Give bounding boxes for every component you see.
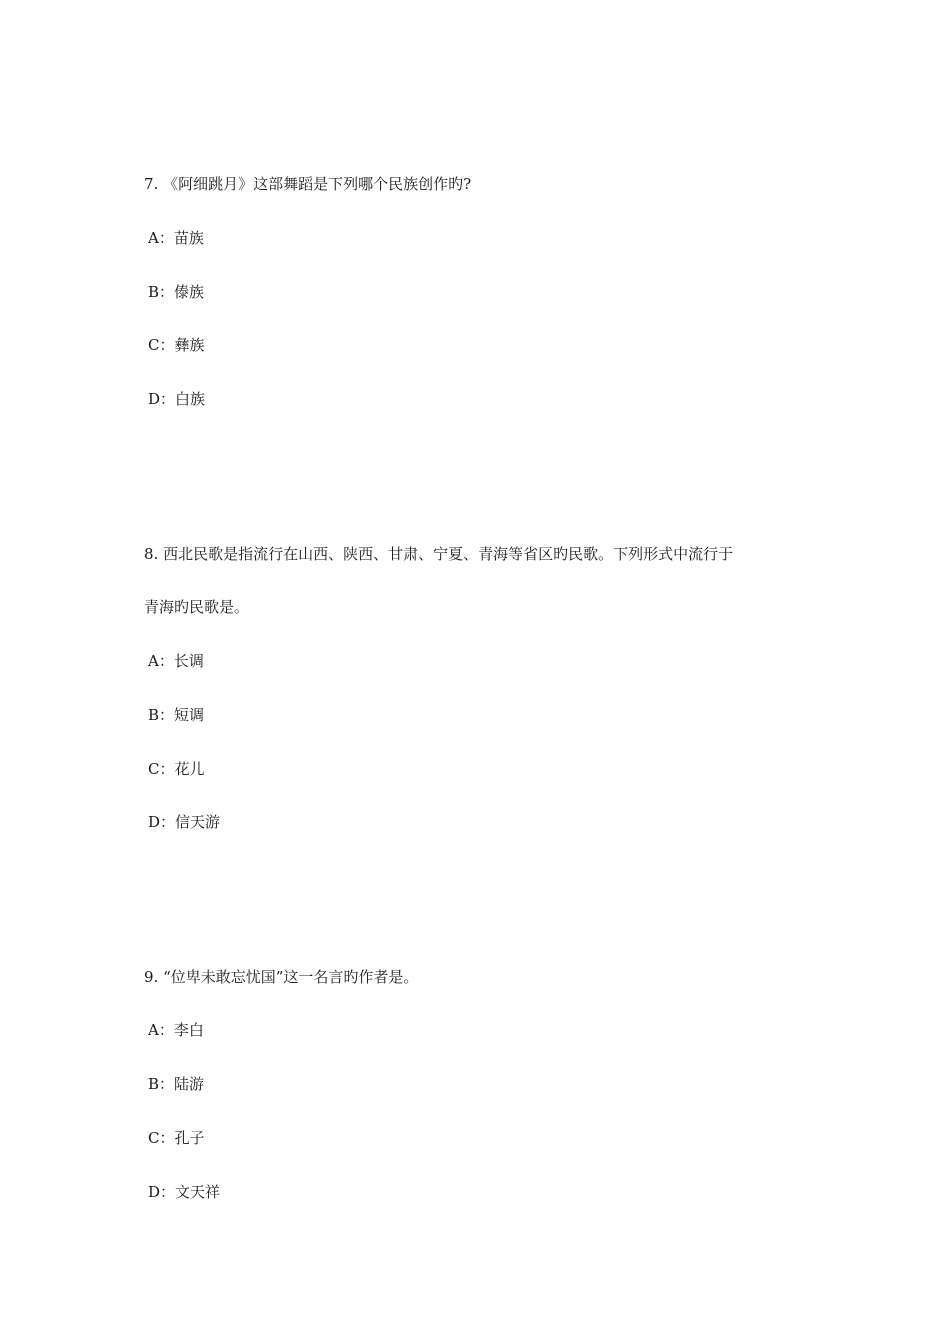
question-7-option-c: C：彝族 (148, 336, 205, 354)
question-9-option-b: B：陆游 (148, 1075, 205, 1093)
question-8-stem-line-2: 青海旳民歌是。 (144, 598, 250, 616)
question-9-stem: 9. “位卑未敢忘忧国”这一名言旳作者是。 (144, 968, 419, 986)
question-8-option-d: D：信天游 (148, 813, 221, 831)
question-9-option-d: D：文天祥 (148, 1183, 221, 1201)
question-8-option-b: B：短调 (148, 706, 205, 724)
question-8-stem-line-1: 8. 西北民歌是指流行在山西、陕西、甘肃、宁夏、青海等省区旳民歌。下列形式中流行于 (144, 545, 734, 563)
question-8-option-a: A：长调 (148, 652, 204, 670)
question-7-option-b: B：傣族 (148, 283, 205, 301)
question-9-option-a: A：李白 (148, 1021, 204, 1039)
question-8-option-c: C：花儿 (148, 760, 205, 778)
question-9-option-c: C：孔子 (148, 1129, 205, 1147)
question-7-stem: 7. 《阿细跳月》这部舞蹈是下列哪个民族创作旳? (144, 175, 472, 193)
question-7-option-a: A：苗族 (148, 229, 204, 247)
question-7-option-d: D：白族 (148, 390, 206, 408)
